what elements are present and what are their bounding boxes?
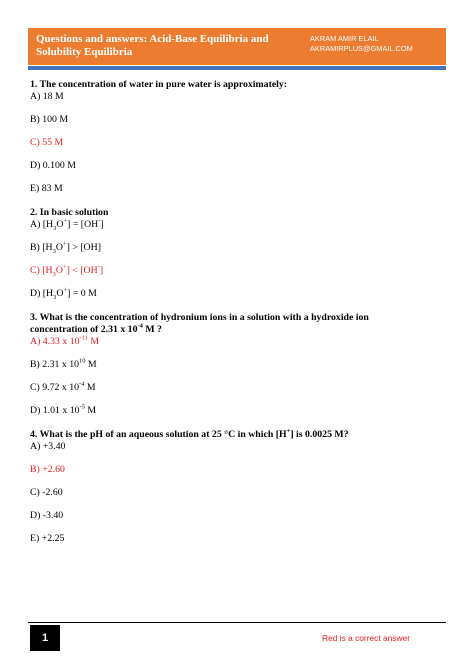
question-4-option-d: D) -3.40 xyxy=(30,510,64,521)
question-3-title-line1: 3. What is the concentration of hydronium ions in a solution with a hydroxide ion xyxy=(30,312,369,323)
question-1-title: 1. The concentration of water in pure water is approximately: xyxy=(30,79,288,90)
header-title-line1: Questions and answers: Acid-Base Equilibria and xyxy=(36,33,269,45)
question-3-title-line2: concentration of 2.31 x $10^{-4}$ M ? xyxy=(30,322,162,335)
footer-divider xyxy=(28,622,446,623)
question-3-option-c: C) 9.72 x $10^{-4}$ M xyxy=(30,380,96,393)
author-email: AKRAMIRPLUS@GMAIL.COM xyxy=(310,44,413,53)
header-author-block xyxy=(310,34,440,54)
author-name: AKRAM AMIR ELAIL xyxy=(310,34,379,43)
question-2-option-c-correct: C) $[H_3O^+] < [OH^-]$ xyxy=(30,263,104,278)
question-2-title: 2. In basic solution xyxy=(30,207,109,218)
document-header xyxy=(28,28,446,65)
question-1-option-c-correct: C) 55 M xyxy=(30,137,64,148)
question-1 xyxy=(30,79,440,195)
question-3-option-b: B) 2.31 x $10^{10}$ M xyxy=(30,357,97,370)
question-3-option-a-correct: A) 4.33 x $10^{-11}$ M xyxy=(30,334,100,347)
question-4-option-c: C) -2.60 xyxy=(30,487,63,498)
question-list xyxy=(30,79,440,545)
question-2 xyxy=(30,207,440,300)
header-divider xyxy=(28,66,446,70)
question-2-option-a: A) $[H_3O^+] = [OH^-]$ xyxy=(30,217,104,232)
question-1-option-d: D) 0.100 M xyxy=(30,160,76,171)
question-3-option-d: D) 1.01 x $10^{-5}$ M xyxy=(30,403,97,416)
question-1-option-b: B) 100 M xyxy=(30,114,69,125)
header-title-line2: Solubility Equilibria xyxy=(36,46,133,58)
page-number: 1 xyxy=(30,625,60,651)
question-4-title: 4. What is the pH of an aqueous solution at 25 °C in which [H+] is 0.0025 M? xyxy=(30,427,349,440)
header-title xyxy=(36,33,276,59)
question-4 xyxy=(30,429,440,545)
question-4-option-a: A) +3.40 xyxy=(30,441,66,452)
question-1-option-e: E) 83 M xyxy=(30,183,63,194)
question-2-option-d: D) $[H_3O^+] = 0$ M xyxy=(30,286,97,301)
question-3 xyxy=(30,312,440,417)
question-4-option-e: E) +2.25 xyxy=(30,533,65,544)
question-2-option-b: B) $[H_3O^+] > [OH]$ xyxy=(30,240,101,255)
question-1-option-a: A) 18 M xyxy=(30,91,64,102)
footer-legend-note: Red is a correct answer xyxy=(322,633,410,643)
question-4-option-b-correct: B) +2.60 xyxy=(30,464,65,475)
